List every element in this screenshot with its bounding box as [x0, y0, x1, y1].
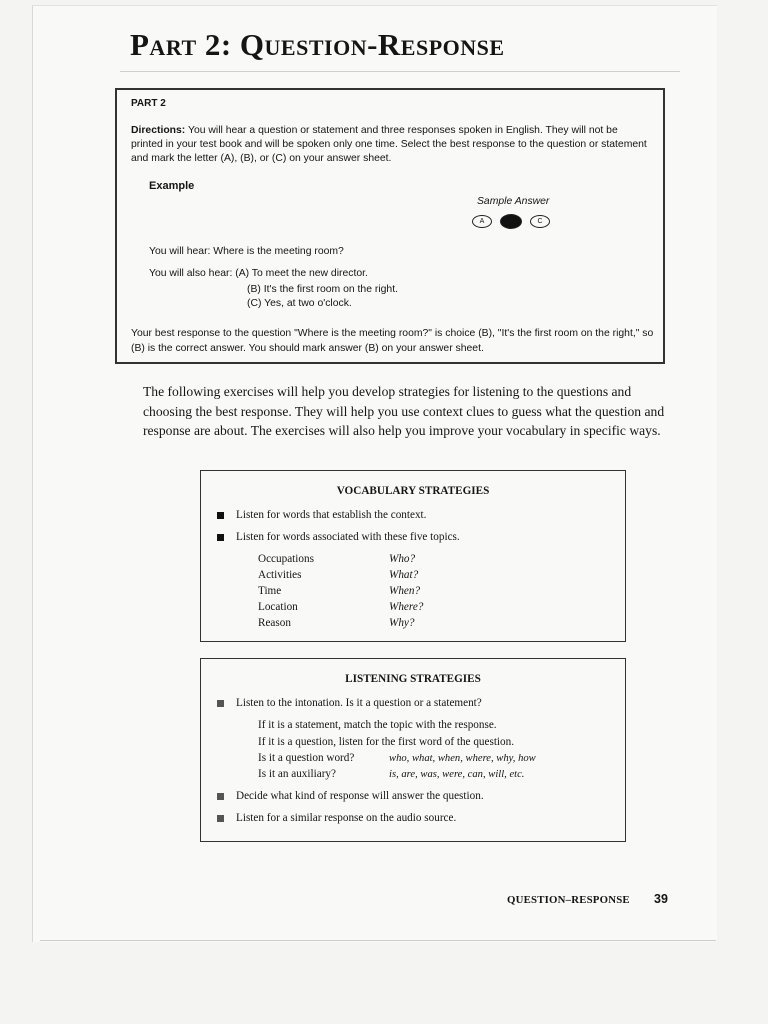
- part-heading: PART 2: [131, 98, 166, 109]
- qword-where: Where?: [389, 601, 424, 613]
- answer-bubbles: [472, 214, 550, 229]
- vocab-bullet-1: [217, 509, 426, 521]
- bubble-a: A: [472, 215, 492, 228]
- directions-label: Directions:: [131, 125, 186, 136]
- listen-sub-4-label: Is it an auxiliary?: [258, 768, 336, 780]
- option-b: (B) It's the first room on the right.: [247, 284, 398, 295]
- vocabulary-strategies-box: [200, 470, 626, 642]
- vocab-bullet-1-text: Listen for words that establish the context.: [236, 509, 427, 521]
- listen-sub-3-value: who, what, when, where, why, how: [389, 753, 536, 764]
- sample-answer-label: Sample Answer: [477, 196, 550, 207]
- listen-bullet-2: [217, 790, 484, 802]
- topic-reason: Reason: [258, 617, 291, 629]
- square-bullet-icon: [217, 700, 224, 707]
- listen-sub-2: If it is a question, listen for the first word of the question.: [258, 736, 515, 748]
- listen-bullet-1-text: Listen to the intonation. Is it a question or a statement?: [236, 697, 482, 709]
- qword-why: Why?: [389, 617, 415, 629]
- listen-bullet-2-text: Decide what kind of response will answer the question.: [236, 790, 484, 802]
- title-rule: [120, 71, 680, 72]
- topic-occupations: Occupations: [258, 553, 314, 565]
- qword-what: What?: [389, 569, 419, 581]
- option-c: (C) Yes, at two o'clock.: [247, 298, 352, 309]
- topic-location: Location: [258, 601, 298, 613]
- you-will-hear: You will hear: Where is the meeting room?: [149, 246, 344, 257]
- vocab-bullet-2-text: Listen for words associated with these five topics.: [236, 531, 460, 543]
- page-title: Part 2: Question-Response: [130, 27, 505, 62]
- qword-who: Who?: [389, 553, 416, 565]
- listen-sub-4-value: is, are, was, were, can, will, etc.: [389, 769, 525, 780]
- square-bullet-icon: [217, 815, 224, 822]
- listening-heading: LISTENING STRATEGIES: [345, 673, 481, 685]
- page-bottom-edge: [40, 940, 716, 941]
- directions-paragraph: [131, 124, 651, 166]
- listen-bullet-1: [217, 697, 482, 709]
- square-bullet-icon: [217, 512, 224, 519]
- intro-paragraph: The following exercises will help you develop strategies for listening to the questions and choosing the best response. They will help you use context clues to guess what the question and response are about. The exercises will also help you improve your vocabulary in specific ways.: [143, 384, 665, 438]
- bubble-c: C: [530, 215, 550, 228]
- listen-sub-3-label: Is it a question word?: [258, 752, 355, 764]
- directions-box: [115, 88, 665, 364]
- listen-bullet-3-text: Listen for a similar response on the audio source.: [236, 812, 457, 824]
- page-number: 39: [654, 892, 668, 906]
- topic-activities: Activities: [258, 569, 302, 581]
- vocabulary-heading: VOCABULARY STRATEGIES: [336, 485, 490, 497]
- listening-strategies-box: [200, 658, 626, 842]
- you-will-also-hear: You will also hear: (A) To meet the new director.: [149, 268, 368, 279]
- listen-bullet-3: [217, 812, 456, 824]
- square-bullet-icon: [217, 534, 224, 541]
- example-label: Example: [149, 180, 195, 192]
- bubble-b-filled: [500, 214, 522, 229]
- answer-explanation: Your best response to the question "Where is the meeting room?" is choice (B), "It's the first room on the right," so (B) is the correct answer. You should mark answer (B) on your answer sheet.: [131, 328, 654, 354]
- vocab-bullet-2: [217, 531, 460, 543]
- footer-section: QUESTION–RESPONSE: [507, 894, 630, 906]
- listen-sub-1: If it is a statement, match the topic with the response.: [258, 719, 497, 731]
- qword-when: When?: [389, 585, 421, 597]
- directions-text: You will hear a question or statement and three responses spoken in English. They will not be printed in your test book and will be spoken only one time. Select the best response to the question or statement and mark the letter (A), (B), or (C) on your answer sheet.: [131, 125, 647, 164]
- square-bullet-icon: [217, 793, 224, 800]
- topic-time: Time: [258, 585, 282, 597]
